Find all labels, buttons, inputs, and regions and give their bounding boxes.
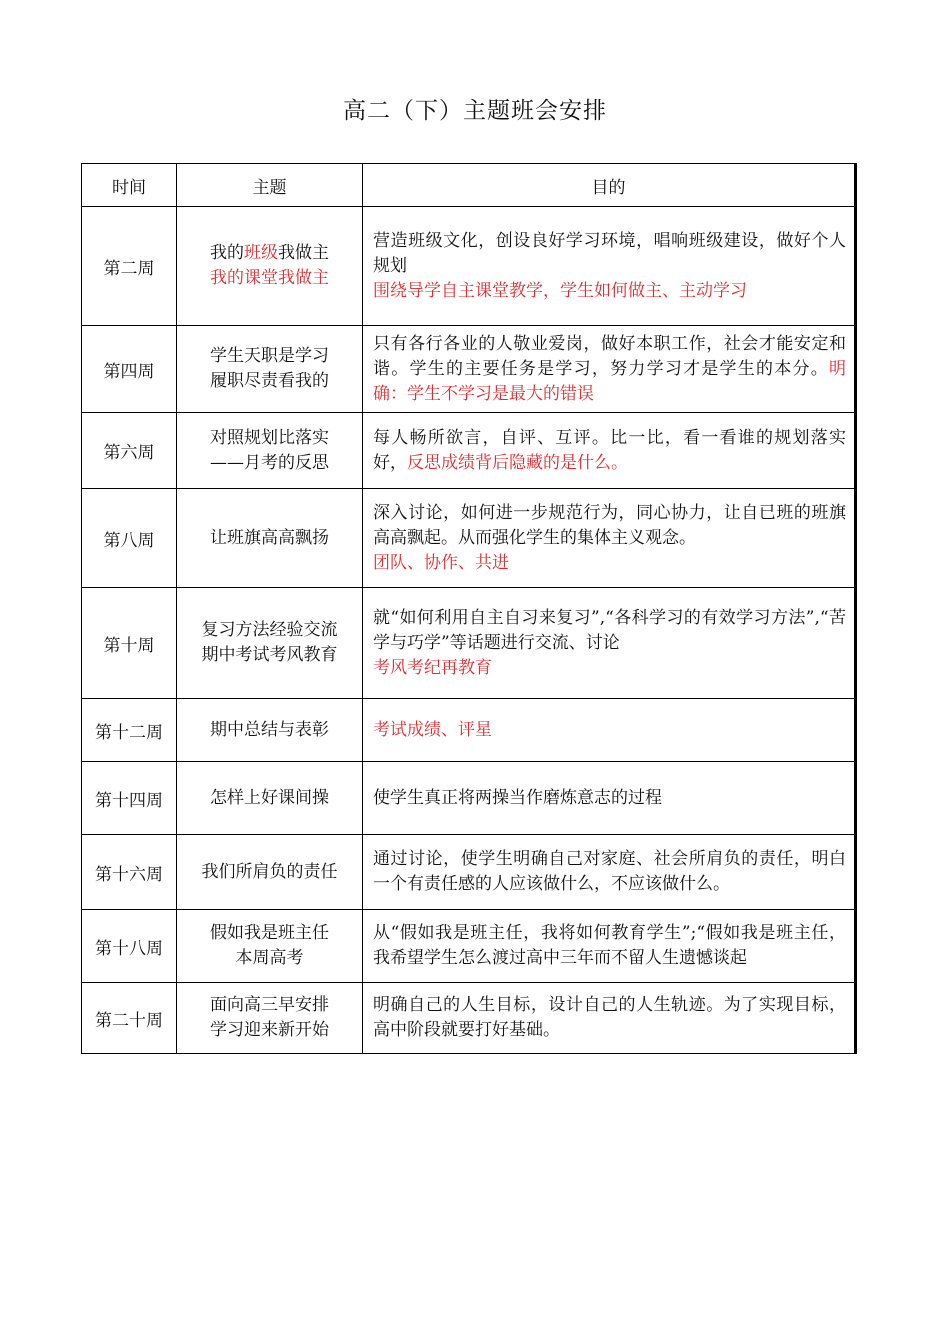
table-row [82,489,856,588]
purpose-highlight: 明确：学生不学习是最大的错误 [373,358,846,404]
purpose-highlight: 反思成绩背后隐藏的是什么。 [407,452,628,473]
purpose-cell [363,326,856,413]
purpose-cell [363,835,856,910]
purpose-cell [363,699,856,762]
topic-line-1: 对照规划比落实 [210,427,329,448]
topic-cell [177,910,363,983]
purpose-cell [363,413,856,489]
purpose-text: 只有各行各业的人敬业爱岗，做好本职工作，社会才能安定和谐。学生的主要任务是学习，努力学习才是学生的本分。 [373,333,846,379]
topic-text: 我做主 [278,243,329,263]
week-cell: 第十二周 [82,699,177,762]
table-row [82,326,856,413]
topic-highlight: 班级 [244,243,278,263]
topic-line-2: 期中考试考风教育 [201,645,338,665]
topic-cell [177,699,363,762]
class-meeting-schedule-table [81,163,857,1054]
topic-cell [177,983,363,1054]
page-title: 高二（下）主题班会安排 [343,98,607,124]
week-cell: 第二周 [82,207,177,326]
topic-text: 我的 [210,243,244,263]
header-purpose: 目的 [363,164,856,207]
topic-line-1: 期中总结与表彰 [210,719,329,740]
purpose-text: 深入讨论，如何进一步规范行为，同心协力，让自已班的班旗高高飘起。从而强化学生的集体主义观念。 [373,502,846,548]
topic-cell [177,413,363,489]
table-header-row [82,164,856,207]
table-row [82,762,856,835]
purpose-text: 使学生真正将两操当作磨炼意志的过程 [373,787,662,808]
purpose-text: 从“假如我是班主任，我将如何教育学生”;“假如我是班主任，我希望学生怎么渡过高中三年而不留人生遗憾谈起 [373,923,846,968]
purpose-text: 通过讨论，使学生明确自己对家庭、社会所肩负的责任，明白一个有责任感的人应该做什么，不应该做什么。 [373,849,846,894]
purpose-text: 营造班级文化，创设良好学习环境，唱响班级建设，做好个人规划 [373,230,846,276]
purpose-highlight: 围绕导学自主课堂教学，学生如何做主、主动学习 [373,280,747,301]
topic-line-1: 让班旗高高飘扬 [210,527,329,548]
purpose-cell [363,762,856,835]
topic-cell [177,588,363,699]
topic-cell [177,207,363,326]
purpose-cell [363,489,856,588]
topic-cell [177,835,363,910]
topic-line-1: 我们所肩负的责任 [201,861,338,882]
purpose-cell [363,588,856,699]
table-row [82,207,856,326]
header-time: 时间 [82,164,177,207]
week-cell: 第十六周 [82,835,177,910]
purpose-highlight: 考风考纪再教育 [373,657,492,678]
purpose-cell [363,207,856,326]
topic-line-2: ——月考的反思 [210,452,329,473]
purpose-cell [363,983,856,1054]
table-row [82,835,856,910]
table-row [82,699,856,762]
topic-line-2: 我的课堂我做主 [210,268,329,288]
topic-line-2: 履职尽责看我的 [210,371,329,391]
topic-line-1: 面向高三早安排 [210,995,329,1015]
week-cell: 第十八周 [82,910,177,983]
topic-line-2: 学习迎来新开始 [210,1020,329,1040]
topic-line-2: 本周高考 [235,948,304,968]
table-row [82,588,856,699]
purpose-text: 明确自己的人生目标，设计自己的人生轨迹。为了实现目标，高中阶段就要打好基础。 [373,995,846,1040]
table-row [82,983,856,1054]
topic-cell [177,326,363,413]
topic-line-1: 复习方法经验交流 [201,620,338,640]
week-cell: 第八周 [82,489,177,588]
week-cell: 第六周 [82,413,177,489]
table-row [82,910,856,983]
purpose-highlight: 考试成绩、评星 [373,719,492,740]
purpose-cell [363,910,856,983]
topic-line-1: 假如我是班主任 [210,923,329,943]
week-cell: 第十周 [82,588,177,699]
purpose-text: 就“如何利用自主自习来复习”,“各科学习的有效学习方法”,“苦学与巧学”等话题进行交流、讨论 [373,607,846,653]
topic-line-1: 学生天职是学习 [210,346,329,366]
header-topic: 主题 [177,164,363,207]
topic-cell [177,489,363,588]
week-cell: 第二十周 [82,983,177,1054]
purpose-highlight: 团队、协作、共进 [373,552,509,573]
week-cell: 第十四周 [82,762,177,835]
purpose-text: 每人畅所欲言，自评、互评。比一比，看一看谁的规划落实好， [373,427,846,473]
topic-cell [177,762,363,835]
table-row [82,413,856,489]
topic-line-1: 怎样上好课间操 [210,787,329,808]
week-cell: 第四周 [82,326,177,413]
